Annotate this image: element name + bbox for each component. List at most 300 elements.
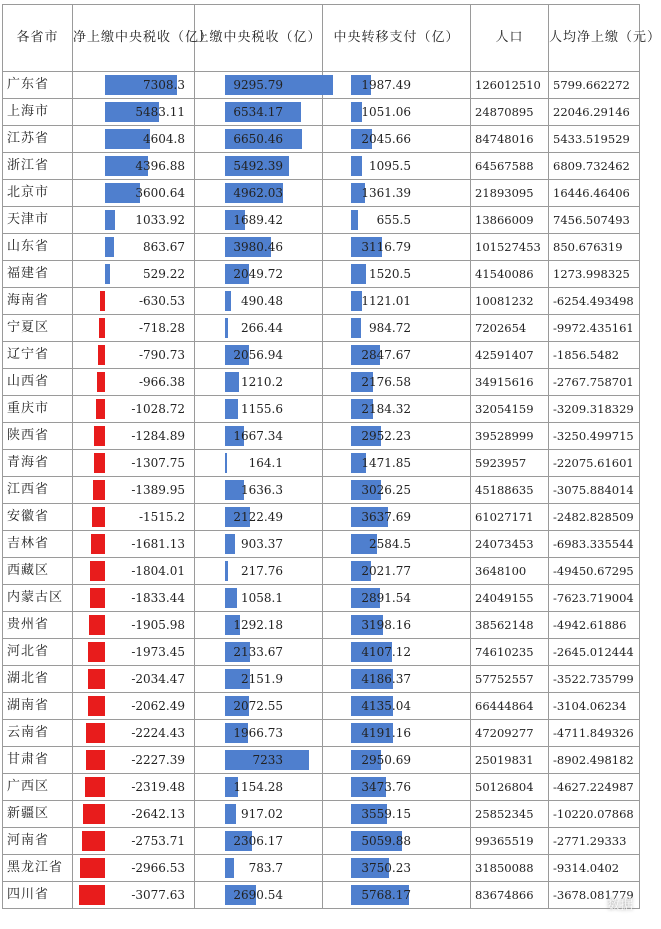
cell-upload [195,531,323,558]
cell-per-capita: -1856.5482 [549,342,640,369]
table-row [3,207,640,234]
net-value: 3600.64 [135,186,185,200]
cell-net [73,180,195,207]
cell-net [73,369,195,396]
cell-per-capita: -9314.0402 [549,855,640,882]
cell-per-capita: -2482.828509 [549,504,640,531]
cell-population: 38562148 [471,612,549,639]
table-row [3,855,640,882]
transfer-value: 2891.54 [361,591,411,605]
cell-upload [195,261,323,288]
cell-upload [195,477,323,504]
cell-transfer [323,315,471,342]
watermark: 数据 [606,898,633,913]
cell-net [73,288,195,315]
cell-province: 甘肃省 [3,747,73,774]
cell-province: 广西区 [3,774,73,801]
cell-population: 13866009 [471,207,549,234]
upload-value: 9295.79 [233,78,283,92]
upload-value: 6650.46 [233,132,283,146]
cell-transfer [323,693,471,720]
net-value: -3077.63 [131,888,185,902]
cell-transfer [323,342,471,369]
cell-transfer [323,261,471,288]
cell-per-capita: -7623.719004 [549,585,640,612]
cell-population: 50126804 [471,774,549,801]
cell-population: 84748016 [471,126,549,153]
cell-province: 内蒙古区 [3,585,73,612]
upload-value: 1966.73 [233,726,283,740]
cell-net [73,531,195,558]
tax-table [2,4,661,909]
cell-upload [195,504,323,531]
net-value: -1389.95 [131,483,185,497]
cell-net [73,882,195,909]
cell-province: 河北省 [3,639,73,666]
net-value: -2227.39 [131,753,185,767]
cell-upload [195,558,323,585]
cell-transfer [323,207,471,234]
table-row [3,612,640,639]
upload-value: 2049.72 [233,267,283,281]
transfer-value: 1471.85 [361,456,411,470]
cell-transfer [323,558,471,585]
cell-per-capita: -3075.884014 [549,477,640,504]
table-body [3,72,640,909]
upload-value: 2133.67 [233,645,283,659]
cell-net [73,558,195,585]
table-row [3,234,640,261]
cell-population: 32054159 [471,396,549,423]
net-value: -1973.45 [131,645,185,659]
upload-value: 1667.34 [233,429,283,443]
upload-value: 2122.49 [233,510,283,524]
cell-net [73,720,195,747]
cell-upload [195,882,323,909]
transfer-value: 1051.06 [361,105,411,119]
net-value: -1905.98 [131,618,185,632]
cell-net [73,504,195,531]
cell-per-capita: -2767.758701 [549,369,640,396]
cell-net [73,342,195,369]
cell-province: 山东省 [3,234,73,261]
upload-value: 1636.3 [241,483,283,497]
net-value: -630.53 [138,294,185,308]
transfer-value: 1361.39 [361,186,411,200]
cell-net [73,855,195,882]
cell-upload [195,693,323,720]
cell-per-capita: -4627.224987 [549,774,640,801]
cell-province: 安徽省 [3,504,73,531]
transfer-value: 2952.23 [361,429,411,443]
cell-transfer [323,585,471,612]
table-row [3,396,640,423]
transfer-value: 1987.49 [361,78,411,92]
cell-net [73,261,195,288]
cell-per-capita: 850.676319 [549,234,640,261]
upload-value: 1058.1 [241,591,283,605]
cell-population: 3648100 [471,558,549,585]
cell-net [73,477,195,504]
cell-net [73,828,195,855]
cell-per-capita: -8902.498182 [549,747,640,774]
transfer-value: 5768.17 [361,888,411,902]
table-row [3,288,640,315]
cell-per-capita: -49450.67295 [549,558,640,585]
upload-value: 2306.17 [233,834,283,848]
cell-net [73,693,195,720]
cell-province: 北京市 [3,180,73,207]
transfer-value: 984.72 [369,321,411,335]
cell-per-capita: -4942.61886 [549,612,640,639]
cell-transfer [323,747,471,774]
upload-value: 164.1 [248,456,283,470]
cell-population: 21893095 [471,180,549,207]
cell-transfer [323,774,471,801]
cell-net [73,72,195,99]
cell-upload [195,828,323,855]
cell-population: 64567588 [471,153,549,180]
transfer-value: 3116.79 [361,240,411,254]
cell-population: 42591407 [471,342,549,369]
transfer-value: 3559.15 [361,807,411,821]
header-net: 净上缴中央税收（亿） [73,5,195,72]
table-row [3,882,640,909]
cell-upload [195,234,323,261]
transfer-value: 1095.5 [369,159,411,173]
upload-value: 1292.18 [233,618,283,632]
transfer-value: 1520.5 [369,267,411,281]
cell-net [73,774,195,801]
cell-upload [195,288,323,315]
upload-value: 903.37 [241,537,283,551]
cell-per-capita: 22046.29146 [549,99,640,126]
net-value: 529.22 [143,267,185,281]
cell-population: 24049155 [471,585,549,612]
cell-province: 福建省 [3,261,73,288]
net-value: 4396.88 [135,159,185,173]
cell-province: 贵州省 [3,612,73,639]
cell-per-capita: -2771.29333 [549,828,640,855]
net-value: 1033.92 [135,213,185,227]
cell-province: 江西省 [3,477,73,504]
transfer-value: 2847.67 [361,348,411,362]
net-value: -2642.13 [131,807,185,821]
net-value: -2966.53 [131,861,185,875]
cell-transfer [323,612,471,639]
cell-province: 河南省 [3,828,73,855]
cell-net [73,207,195,234]
cell-province: 宁夏区 [3,315,73,342]
net-value: -1307.75 [131,456,185,470]
cell-transfer [323,666,471,693]
cell-net [73,396,195,423]
cell-per-capita: -9972.435161 [549,315,640,342]
table-row [3,153,640,180]
cell-population: 7202654 [471,315,549,342]
cell-net [73,234,195,261]
cell-population: 25019831 [471,747,549,774]
upload-value: 490.48 [241,294,283,308]
cell-net [73,153,195,180]
cell-per-capita: 7456.507493 [549,207,640,234]
cell-net [73,801,195,828]
table-row [3,126,640,153]
cell-net [73,612,195,639]
cell-province: 辽宁省 [3,342,73,369]
cell-population: 25852345 [471,801,549,828]
cell-population: 126012510 [471,72,549,99]
cell-province: 四川省 [3,882,73,909]
table-row [3,639,640,666]
table-row [3,747,640,774]
cell-population: 83674866 [471,882,549,909]
cell-population: 24870895 [471,99,549,126]
table-row [3,531,640,558]
cell-population: 57752557 [471,666,549,693]
cell-upload [195,315,323,342]
cell-net [73,423,195,450]
upload-value: 1210.2 [241,375,283,389]
cell-upload [195,423,323,450]
cell-transfer [323,639,471,666]
cell-population: 34915616 [471,369,549,396]
cell-per-capita: -3209.318329 [549,396,640,423]
transfer-value: 5059.88 [361,834,411,848]
table-row [3,99,640,126]
cell-upload [195,342,323,369]
cell-province: 江苏省 [3,126,73,153]
upload-value: 2151.9 [241,672,283,686]
cell-per-capita: -3522.735799 [549,666,640,693]
cell-province: 黑龙江省 [3,855,73,882]
net-value: 5483.11 [135,105,185,119]
upload-value: 783.7 [248,861,283,875]
cell-upload [195,99,323,126]
cell-per-capita: -2645.012444 [549,639,640,666]
table-row [3,774,640,801]
table-row [3,180,640,207]
cell-province: 海南省 [3,288,73,315]
cell-transfer [323,72,471,99]
upload-value: 217.76 [241,564,283,578]
cell-province: 新疆区 [3,801,73,828]
cell-per-capita: -3104.06234 [549,693,640,720]
net-value: -2224.43 [131,726,185,740]
upload-value: 266.44 [241,321,283,335]
cell-upload [195,801,323,828]
header-province: 各省市 [3,5,73,72]
cell-upload [195,72,323,99]
cell-province: 湖北省 [3,666,73,693]
net-value: -1833.44 [131,591,185,605]
upload-value: 1155.6 [241,402,283,416]
header-population: 人口 [471,5,549,72]
cell-net [73,126,195,153]
cell-upload [195,774,323,801]
net-value: -1028.72 [131,402,185,416]
cell-transfer [323,828,471,855]
transfer-value: 3637.69 [361,510,411,524]
cell-population: 10081232 [471,288,549,315]
table-row [3,828,640,855]
cell-per-capita: -22075.61601 [549,450,640,477]
header-transfer: 中央转移支付（亿） [323,5,471,72]
transfer-value: 2584.5 [369,537,411,551]
net-value: 863.67 [143,240,185,254]
table-row [3,720,640,747]
net-value: -1284.89 [131,429,185,443]
net-value: -2062.49 [131,699,185,713]
upload-value: 2690.54 [233,888,283,902]
cell-upload [195,612,323,639]
cell-population: 47209277 [471,720,549,747]
table-row [3,369,640,396]
upload-value: 2072.55 [233,699,283,713]
table-row [3,423,640,450]
cell-per-capita: -3250.499715 [549,423,640,450]
cell-transfer [323,369,471,396]
upload-value: 917.02 [241,807,283,821]
cell-population: 99365519 [471,828,549,855]
cell-upload [195,666,323,693]
transfer-value: 3198.16 [361,618,411,632]
table-row [3,315,640,342]
transfer-value: 2021.77 [361,564,411,578]
net-value: -2034.47 [131,672,185,686]
transfer-value: 2950.69 [361,753,411,767]
transfer-value: 3750.23 [361,861,411,875]
upload-value: 4962.03 [233,186,283,200]
upload-value: 5492.39 [233,159,283,173]
transfer-value: 2184.32 [361,402,411,416]
cell-transfer [323,720,471,747]
cell-transfer [323,126,471,153]
cell-net [73,747,195,774]
transfer-value: 2176.58 [361,375,411,389]
transfer-value: 655.5 [376,213,411,227]
cell-population: 39528999 [471,423,549,450]
cell-transfer [323,180,471,207]
upload-value: 2056.94 [233,348,283,362]
table-row [3,450,640,477]
cell-province: 上海市 [3,99,73,126]
cell-province: 湖南省 [3,693,73,720]
upload-value: 7233 [252,753,283,767]
net-value: -966.38 [138,375,185,389]
cell-transfer [323,855,471,882]
table-row [3,558,640,585]
cell-per-capita: 5799.662272 [549,72,640,99]
net-value: -1515.2 [138,510,185,524]
cell-upload [195,585,323,612]
cell-province: 西藏区 [3,558,73,585]
net-value: -2319.48 [131,780,185,794]
cell-per-capita: -3678.081779 [549,882,640,909]
upload-value: 1154.28 [233,780,283,794]
cell-per-capita: -6983.335544 [549,531,640,558]
table-row [3,801,640,828]
transfer-value: 1121.01 [361,294,411,308]
net-value: 7308.3 [143,78,185,92]
cell-transfer [323,153,471,180]
table-row [3,342,640,369]
table-row [3,504,640,531]
cell-population: 66444864 [471,693,549,720]
cell-upload [195,639,323,666]
cell-upload [195,450,323,477]
cell-net [73,666,195,693]
transfer-value: 4191.16 [361,726,411,740]
cell-province: 吉林省 [3,531,73,558]
upload-value: 6534.17 [233,105,283,119]
table-row [3,585,640,612]
net-value: -790.73 [138,348,185,362]
net-value: -1804.01 [131,564,185,578]
header-upload: 上缴中央税收（亿） [195,5,323,72]
transfer-value: 4107.12 [361,645,411,659]
cell-transfer [323,396,471,423]
cell-transfer [323,234,471,261]
table-row [3,261,640,288]
cell-transfer [323,477,471,504]
cell-per-capita: 16446.46406 [549,180,640,207]
cell-province: 浙江省 [3,153,73,180]
cell-population: 31850088 [471,855,549,882]
cell-province: 山西省 [3,369,73,396]
cell-transfer [323,99,471,126]
cell-net [73,315,195,342]
cell-upload [195,153,323,180]
upload-value: 1689.42 [233,213,283,227]
cell-upload [195,747,323,774]
cell-per-capita: -4711.849326 [549,720,640,747]
cell-population: 101527453 [471,234,549,261]
cell-population: 61027171 [471,504,549,531]
table-row [3,666,640,693]
net-value: -1681.13 [131,537,185,551]
cell-net [73,639,195,666]
cell-transfer [323,423,471,450]
transfer-value: 2045.66 [361,132,411,146]
cell-province: 云南省 [3,720,73,747]
table-row [3,477,640,504]
cell-transfer [323,288,471,315]
cell-net [73,99,195,126]
cell-net [73,585,195,612]
cell-per-capita: 1273.998325 [549,261,640,288]
cell-upload [195,207,323,234]
cell-province: 天津市 [3,207,73,234]
cell-population: 5923957 [471,450,549,477]
transfer-value: 3026.25 [361,483,411,497]
upload-value: 3980.46 [233,240,283,254]
cell-population: 74610235 [471,639,549,666]
cell-transfer [323,531,471,558]
cell-upload [195,126,323,153]
cell-per-capita: 6809.732462 [549,153,640,180]
net-value: -2753.71 [131,834,185,848]
cell-transfer [323,504,471,531]
cell-per-capita: -6254.493498 [549,288,640,315]
transfer-value: 4135.04 [361,699,411,713]
cell-upload [195,396,323,423]
net-value: -718.28 [138,321,185,335]
cell-upload [195,369,323,396]
cell-province: 重庆市 [3,396,73,423]
cell-transfer [323,801,471,828]
cell-province: 广东省 [3,72,73,99]
